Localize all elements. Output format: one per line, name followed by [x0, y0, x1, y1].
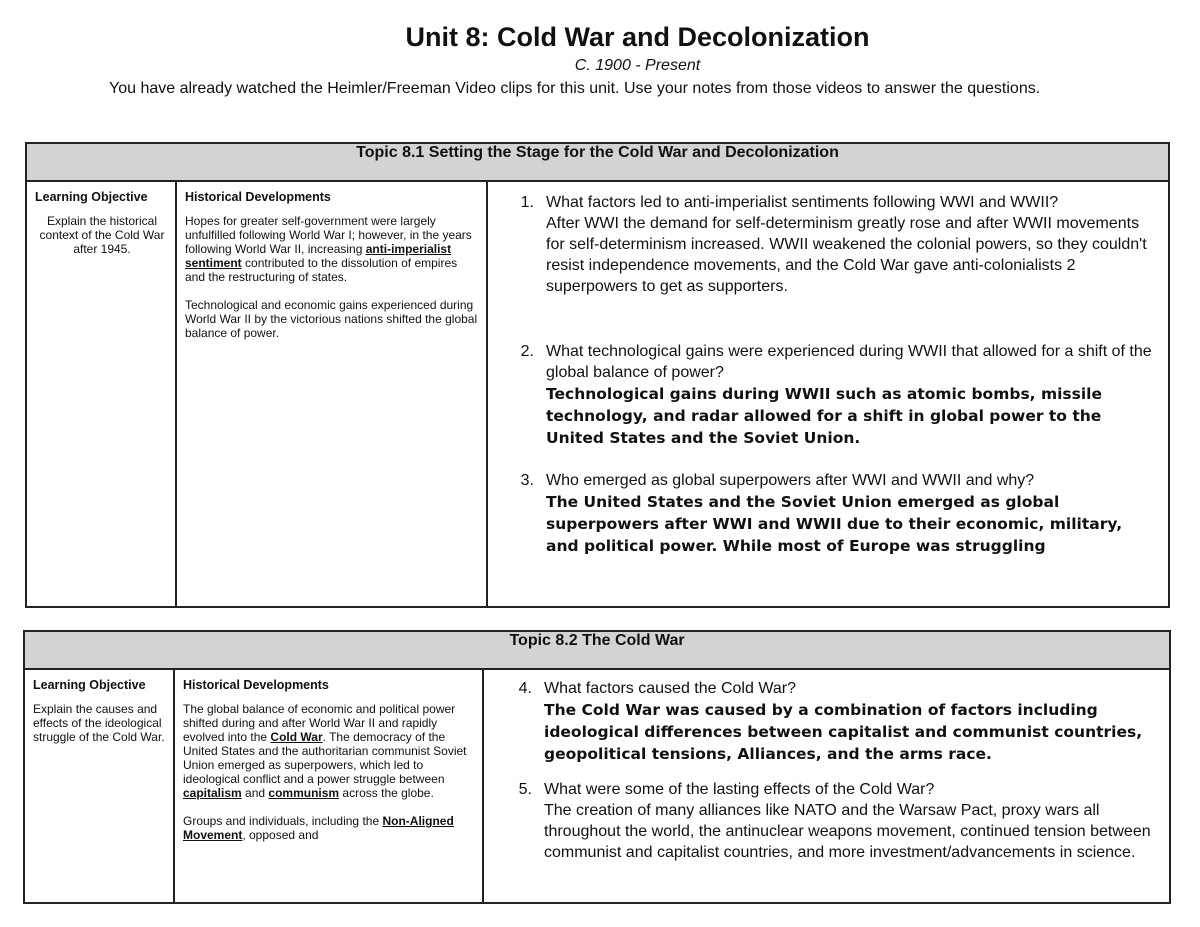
historical-development-paragraph: Groups and individuals, including the Non-Aligned Movement, opposed and	[183, 814, 454, 842]
answer-text[interactable]: The Cold War was caused by a combination of factors including ideological differences between capitalist and communist countries, geopolitical tensions, Alliances, and the arms race.	[544, 701, 1143, 763]
historical-developments-cell	[176, 181, 487, 607]
question-text: What factors led to anti-imperialist sentiments following WWI and WWII?	[546, 194, 1059, 211]
questions-cell	[487, 181, 1169, 607]
topic-8-2-title: Topic 8.2 The Cold War	[24, 631, 1170, 669]
key-term: communism	[268, 786, 340, 800]
learning-objective-text: Explain the historical context of the Cold War after 1945.	[39, 214, 165, 256]
learning-objective-header: Learning Objective	[33, 678, 146, 692]
topic-8-2-table	[23, 630, 1171, 904]
key-term: anti-imperialist sentiment	[185, 242, 452, 270]
question-1: 1. What factors led to anti-imperialist sentiments following WWI and WWII? After WWI the demand for self-determinism greatly rose and after WWII movements for self-determinism increased. WWII weakened the colonial powers, so they couldn't resist independence movements, and the Cold War gave anti-colonialists 2 superpowers to get as supporters.	[508, 192, 1154, 297]
historical-developments-cell	[174, 669, 483, 903]
answer-text[interactable]: The creation of many alliances like NATO and the Warsaw Pact, proxy wars all throughout the world, the antinuclear weapons movement, continued tension between communist and capitalist countries, and more investment/advancements in science.	[544, 802, 1151, 861]
historical-developments-header: Historical Developments	[183, 678, 329, 692]
question-text: What technological gains were experienced during WWII that allowed for a shift of the global balance of power?	[546, 343, 1152, 381]
learning-objective-header: Learning Objective	[35, 190, 148, 204]
key-term: Cold War	[270, 730, 323, 744]
question-text: Who emerged as global superpowers after WWI and WWII and why?	[546, 472, 1035, 489]
answer-text[interactable]: After WWI the demand for self-determinism greatly rose and after WWII movements for self-determinism increased. WWII weakened the colonial powers, so they couldn't resist independence movements, and the Cold War gave anti-colonialists 2 superpowers to get as supporters.	[546, 215, 1147, 295]
question-3: 3. Who emerged as global superpowers after WWI and WWII and why? The United States and the Soviet Union emerged as global superpowers after WWI and WWII due to their economic, military, and political power. While most of Europe was struggling	[508, 470, 1154, 557]
learning-objective-text: Explain the causes and effects of the ideological struggle of the Cold War.	[33, 702, 165, 744]
historical-developments-header: Historical Developments	[185, 190, 331, 204]
intro-text: You have already watched the Heimler/Freeman Video clips for this unit. Use your notes from those videos to answer the questions.	[109, 80, 1041, 97]
question-text: What factors caused the Cold War?	[544, 680, 796, 697]
historical-development-paragraph: Hopes for greater self-government were largely unfulfilled following World War I; however, in the years following World War II, increasing anti-imperialist sentiment contributed to the dissolution of empires and the restructuring of states.	[185, 214, 472, 284]
key-term: Non-Aligned Movement	[183, 814, 454, 842]
page-subtitle: C. 1900 - Present	[574, 57, 701, 74]
historical-development-paragraph: The global balance of economic and political power shifted during and after World War II and rapidly evolved into the Cold War. The democracy of the United States and the authoritarian communist Soviet Union emerged as superpowers, which led to ideological conflict and a power struggle between capitalism and communism across the globe.	[183, 702, 467, 800]
key-term: capitalism	[183, 786, 242, 800]
answer-text[interactable]: The United States and the Soviet Union emerged as global superpowers after WWI and WWII due to their economic, military, and political power. While most of Europe was struggling	[546, 493, 1123, 555]
questions-cell	[483, 669, 1170, 903]
topic-8-1-table	[25, 142, 1170, 608]
learning-objective-cell	[24, 669, 174, 903]
topic-8-1-title: Topic 8.1 Setting the Stage for the Cold War and Decolonization	[26, 143, 1169, 181]
page-title: Unit 8: Cold War and Decolonization	[405, 22, 870, 52]
question-2: 2. What technological gains were experienced during WWII that allowed for a shift of the global balance of power? Technological gains during WWII such as atomic bombs, missile technology, and radar allowed for a shift in global power to the United States and the Soviet Union.	[508, 341, 1154, 449]
historical-development-paragraph: Technological and economic gains experienced during World War II by the victorious nations shifted the global balance of power.	[185, 298, 478, 340]
question-text: What were some of the lasting effects of the Cold War?	[544, 781, 935, 798]
question-4: 4. What factors caused the Cold War? The Cold War was caused by a combination of factors including ideological differences between capitalist and communist countries, geopolitical tensions, Alliances, and the arms race.	[506, 678, 1155, 765]
learning-objective-cell	[26, 181, 176, 607]
answer-text[interactable]: Technological gains during WWII such as atomic bombs, missile technology, and radar allowed for a shift in global power to the United States and the Soviet Union.	[546, 385, 1103, 447]
question-5: 5. What were some of the lasting effects of the Cold War? The creation of many alliances like NATO and the Warsaw Pact, proxy wars all throughout the world, the antinuclear weapons movement, continued tension between communist and capitalist countries, and more investment/advancements in science.	[506, 779, 1155, 863]
